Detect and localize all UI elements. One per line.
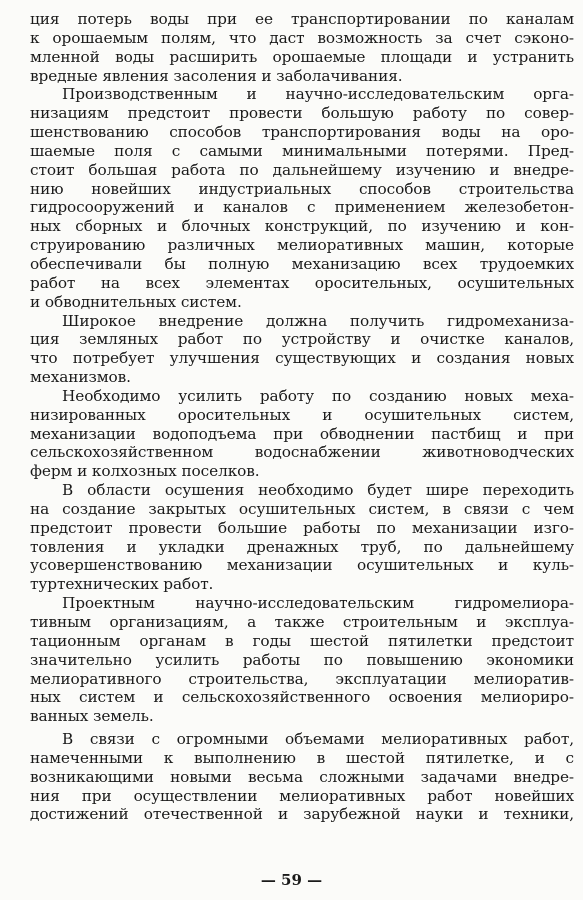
text-line: мелиоративного строительства, эксплуатации мелиоратив- — [30, 669, 574, 688]
text-line: ция потерь воды при ее транспортировании по каналам — [30, 10, 574, 28]
text-line: что потребует улучшения существующих и создания новых — [30, 349, 574, 368]
text-line: шенствованию способов транспортирования воды на оро- — [30, 123, 574, 142]
text-line: предстоит провести большие работы по механизации изго- — [30, 518, 574, 537]
paragraph — [30, 10, 574, 85]
text-line: Производственным и научно-исследовательским орга- — [62, 85, 574, 104]
text-line: туртехнических работ. — [30, 575, 214, 594]
text-line: гидросооружений и каналов с применением железобетон- — [30, 198, 574, 217]
text-line: намеченными к выполнению в шестой пятилетке, и с — [30, 748, 574, 767]
paragraph — [30, 312, 574, 387]
text-line: усовершенствованию механизации осушительных и куль- — [30, 556, 574, 575]
text-line: возникающими новыми весьма сложными задачами внедре- — [30, 767, 574, 786]
text-line: тивным организациям, а также строительным и эксплуа- — [30, 613, 574, 631]
text-line: ных сборных и блочных конструкций, по изучению и кон- — [30, 217, 574, 236]
text-line: ванных земель. — [30, 707, 154, 726]
page-number: — 59 — — [260, 871, 323, 889]
text-line: обеспечивали бы полную механизацию всех трудоемких — [30, 254, 574, 273]
paragraph — [30, 387, 574, 481]
text-line: вредные явления засоления и заболачивания. — [30, 66, 403, 85]
text-line: на создание закрытых осушительных систем, в связи с чем — [30, 499, 574, 518]
text-line: работ на всех элементах оросительных, осушительных — [30, 273, 574, 292]
text-line: нию новейших индустриальных способов строительства — [30, 179, 574, 198]
text-line: низациям предстоит провести большую работу по совер- — [30, 104, 574, 123]
text-line: сельскохозяйственном водоснабжении животноводческих — [30, 443, 574, 462]
text-line: струированию различных мелиоративных машин, которые — [30, 236, 574, 255]
paragraph — [30, 594, 574, 726]
text-line: ферм и колхозных поселков. — [30, 462, 260, 481]
text-line: значительно усилить работы по повышению экономики — [30, 650, 574, 669]
text-line: ния при осуществлении мелиоративных работ новейших — [30, 786, 574, 805]
text-line: механизации водоподъема при обводнении пастбищ и при — [30, 424, 574, 443]
text-line: стоит большая работа по дальнейшему изучению и внедре- — [30, 160, 574, 179]
text-line: к орошаемым полям, что даст возможность за счет сэконо- — [30, 28, 574, 47]
paragraph — [30, 730, 574, 824]
text-line: Широкое внедрение должна получить гидромеханиза- — [62, 311, 574, 330]
text-line: товления и укладки дренажных труб, по дальнейшему — [30, 537, 574, 556]
text-line: В связи с огромными объемами мелиоративных работ, — [62, 730, 574, 749]
text-line: Необходимо усилить работу по созданию новых меха- — [62, 386, 574, 405]
text-line: тационным органам в годы шестой пятилетки предстоит — [30, 631, 574, 650]
paragraph — [30, 481, 574, 594]
text-line: шаемые поля с самыми минимальными потерями. Пред- — [30, 141, 574, 160]
text-line: Проектным научно-исследовательским гидромелиора- — [62, 594, 574, 613]
text-line: мленной воды расширить орошаемые площади и устранить — [30, 47, 574, 66]
text-line: ция земляных работ по устройству и очистке каналов, — [30, 330, 574, 349]
paragraph — [30, 85, 574, 311]
text-line: достижений отечественной и зарубежной науки и техники, — [30, 805, 574, 824]
text-line: и обводнительных систем. — [30, 292, 242, 311]
body-text — [30, 10, 574, 824]
text-line: ных систем и сельскохозяйственного освоения мелиориро- — [30, 688, 574, 707]
text-line: В области осушения необходимо будет шире переходить — [62, 481, 574, 500]
text-line: низированных оросительных и осушительных систем, — [30, 405, 574, 424]
text-line: механизмов. — [30, 368, 131, 387]
